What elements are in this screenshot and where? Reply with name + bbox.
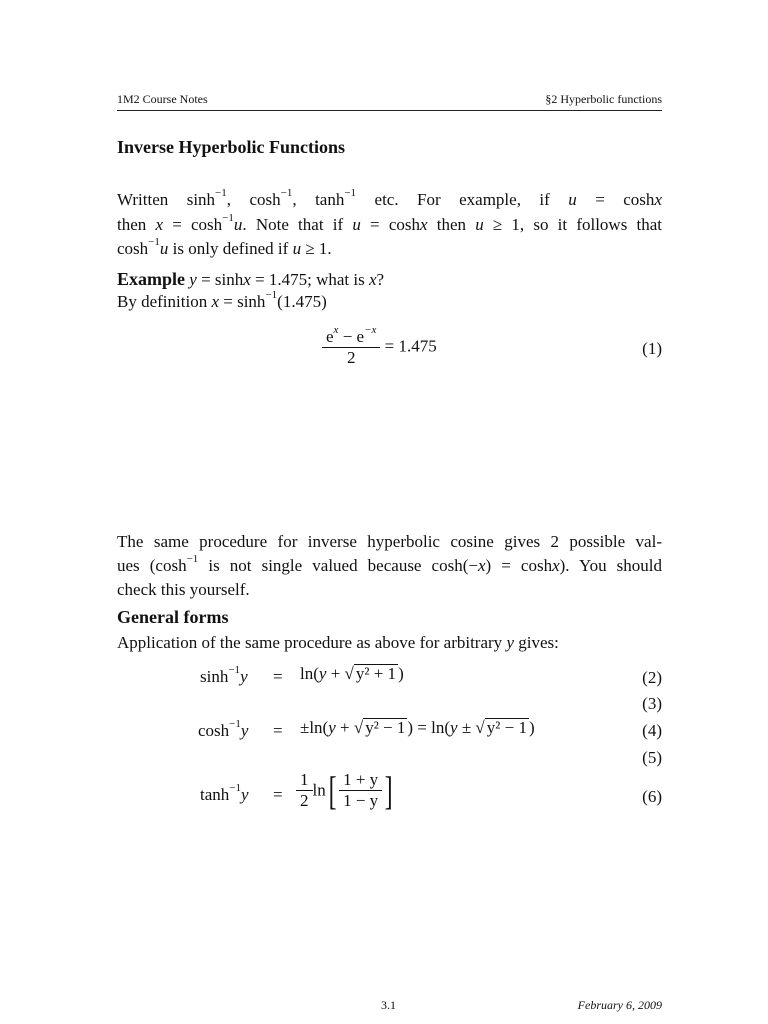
eq-number-6: (6): [642, 787, 662, 806]
intro-line-2: then $x = \cosh^{-1}u$. Note that if u = coshx then u ≥ 1, so it follows that: [117, 212, 663, 234]
general-forms-intro: Application of the same procedure as above for arbitrary y gives:: [117, 633, 559, 652]
eq1-fraction: $\frac{e^x - e^{-x}}{2}$: [322, 327, 380, 368]
header-section: §2 Hyperbolic functions: [545, 92, 662, 106]
eq-number-2: (2): [642, 668, 662, 687]
example-line: Example y = sinhx = 1.475; what is x?: [117, 269, 385, 289]
page-number: 3.1: [381, 998, 396, 1012]
eq-number-1: (1): [642, 339, 662, 358]
tanh-inverse-lhs: $\tanh^{-1}y$: [200, 782, 249, 804]
equals-4: =: [273, 721, 283, 740]
inner-fraction: $\frac{1 + y}{1 - y}$: [339, 770, 382, 811]
cosh-inverse-lhs: $\cosh^{-1}y$: [198, 718, 249, 740]
intro-line-1: Written $\sinh^{-1}$, $\cosh^{-1}$, $\tanh^{-1}$ etc. For example, if u = coshx: [117, 187, 662, 209]
sinh-inverse-rhs: ln(y + √ y² + 1 ): [300, 664, 404, 683]
cosh-note-line-3: check this yourself.: [117, 580, 250, 599]
definition-line: By definition $x = \sinh^{-1}(1.475)$: [117, 289, 327, 311]
header-course: 1M2 Course Notes: [117, 92, 208, 106]
header-rule: [117, 110, 662, 111]
general-forms-heading: General forms: [117, 607, 229, 627]
intro-line-3: $\cosh^{-1}u$ is only defined if u ≥ 1.: [117, 236, 332, 258]
cosh-note-line-2: ues ($\cosh^{-1}$ is not single valued because cosh(−x) = coshx). You should: [117, 553, 662, 575]
equals-2: =: [273, 667, 283, 686]
cosh-note-line-1: The same procedure for inverse hyperbolic cosine gives 2 possible val-: [117, 532, 662, 551]
example-label: Example: [117, 269, 186, 289]
sinh-inverse-lhs: $\sinh^{-1}y$: [200, 664, 248, 686]
eq-number-3: (3): [642, 694, 662, 713]
tanh-inverse-rhs: $\frac{1}{2}$ ln[ $\frac{1 + y}{1 - y}$ ]: [296, 770, 395, 811]
footer-date: February 6, 2009: [577, 998, 662, 1012]
section-title: Inverse Hyperbolic Functions: [117, 137, 345, 157]
eq-number-4: (4): [642, 721, 662, 740]
eq-number-5: (5): [642, 748, 662, 767]
cosh-inverse-rhs: ±ln(y + √ y² − 1 ) = ln(y ± √ y² − 1 ): [300, 718, 535, 737]
equals-6: =: [273, 785, 283, 804]
half-fraction: $\frac{1}{2}$: [296, 770, 313, 811]
equation-1: $\frac{e^x - e^{-x}}{2}$ = 1.475: [322, 327, 437, 368]
